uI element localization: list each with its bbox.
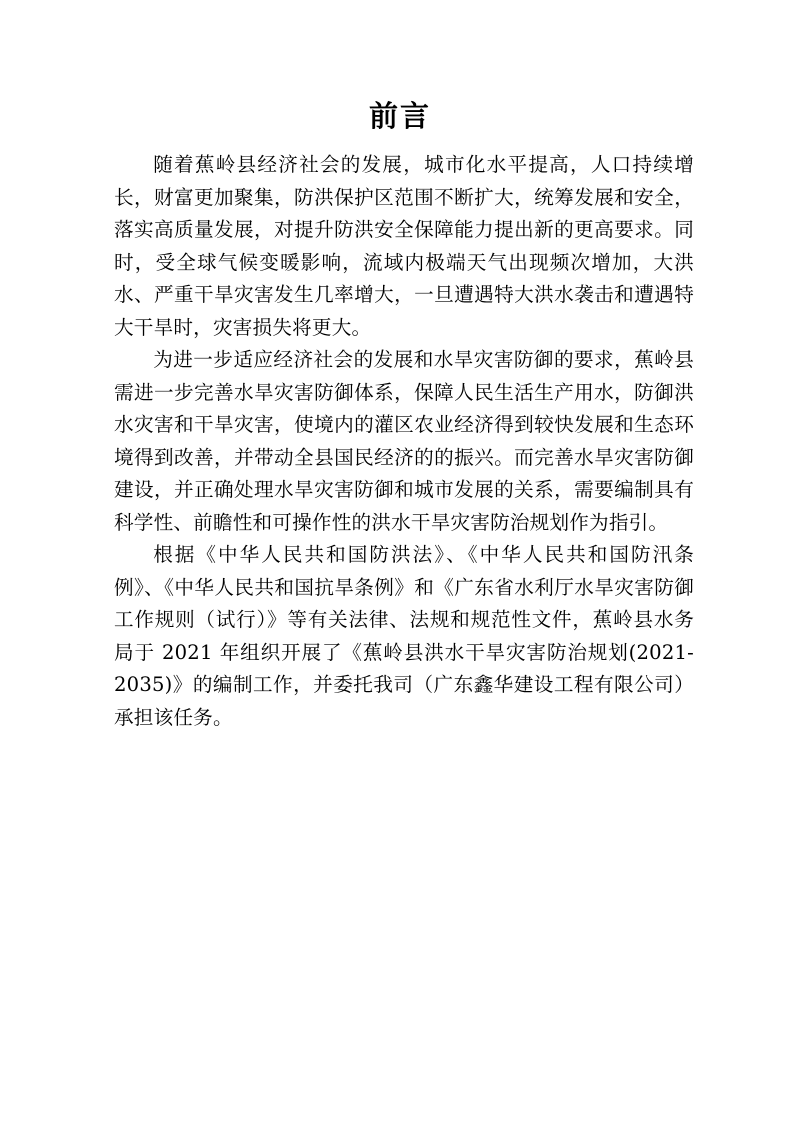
paragraph-3: 根据《中华人民共和国防洪法》、《中华人民共和国防汛条例》、《中华人民共和国抗旱条例》和《广东省水利厅水旱灾害防御工作规则（试行）》等有关法律、法规和规范性文件，蕉岭县水务局于 2021 年组织开展了《蕉岭县洪水干旱灾害防治规划(2021-2035)》的编制工作，并委托我司（广东鑫华建设工程有限公司）承担该任务。 <box>114 543 694 729</box>
page-title: 前言 <box>368 99 431 133</box>
document-body <box>114 149 694 734</box>
paragraph-1: 随着蕉岭县经济社会的发展，城市化水平提高，人口持续增长，财富更加聚集，防洪保护区范围不断扩大，统筹发展和安全，落实高质量发展，对提升防洪安全保障能力提出新的更高要求。同时，受全球气候变暖影响，流域内极端天气出现频次增加，大洪水、严重干旱灾害发生几率增大，一旦遭遇特大洪水袭击和遭遇特大干旱时，灾害损失将更大。 <box>114 153 694 339</box>
paragraph-2: 为进一步适应经济社会的发展和水旱灾害防御的要求，蕉岭县需进一步完善水旱灾害防御体系，保障人民生活生产用水，防御洪水灾害和干旱灾害，使境内的灌区农业经济得到较快发展和生态环境得到改善，并带动全县国民经济的的振兴。而完善水旱灾害防御建设，并正确处理水旱灾害防御和城市发展的关系，需要编制具有科学性、前瞻性和可操作性的洪水干旱灾害防治规划作为指引。 <box>114 348 694 534</box>
